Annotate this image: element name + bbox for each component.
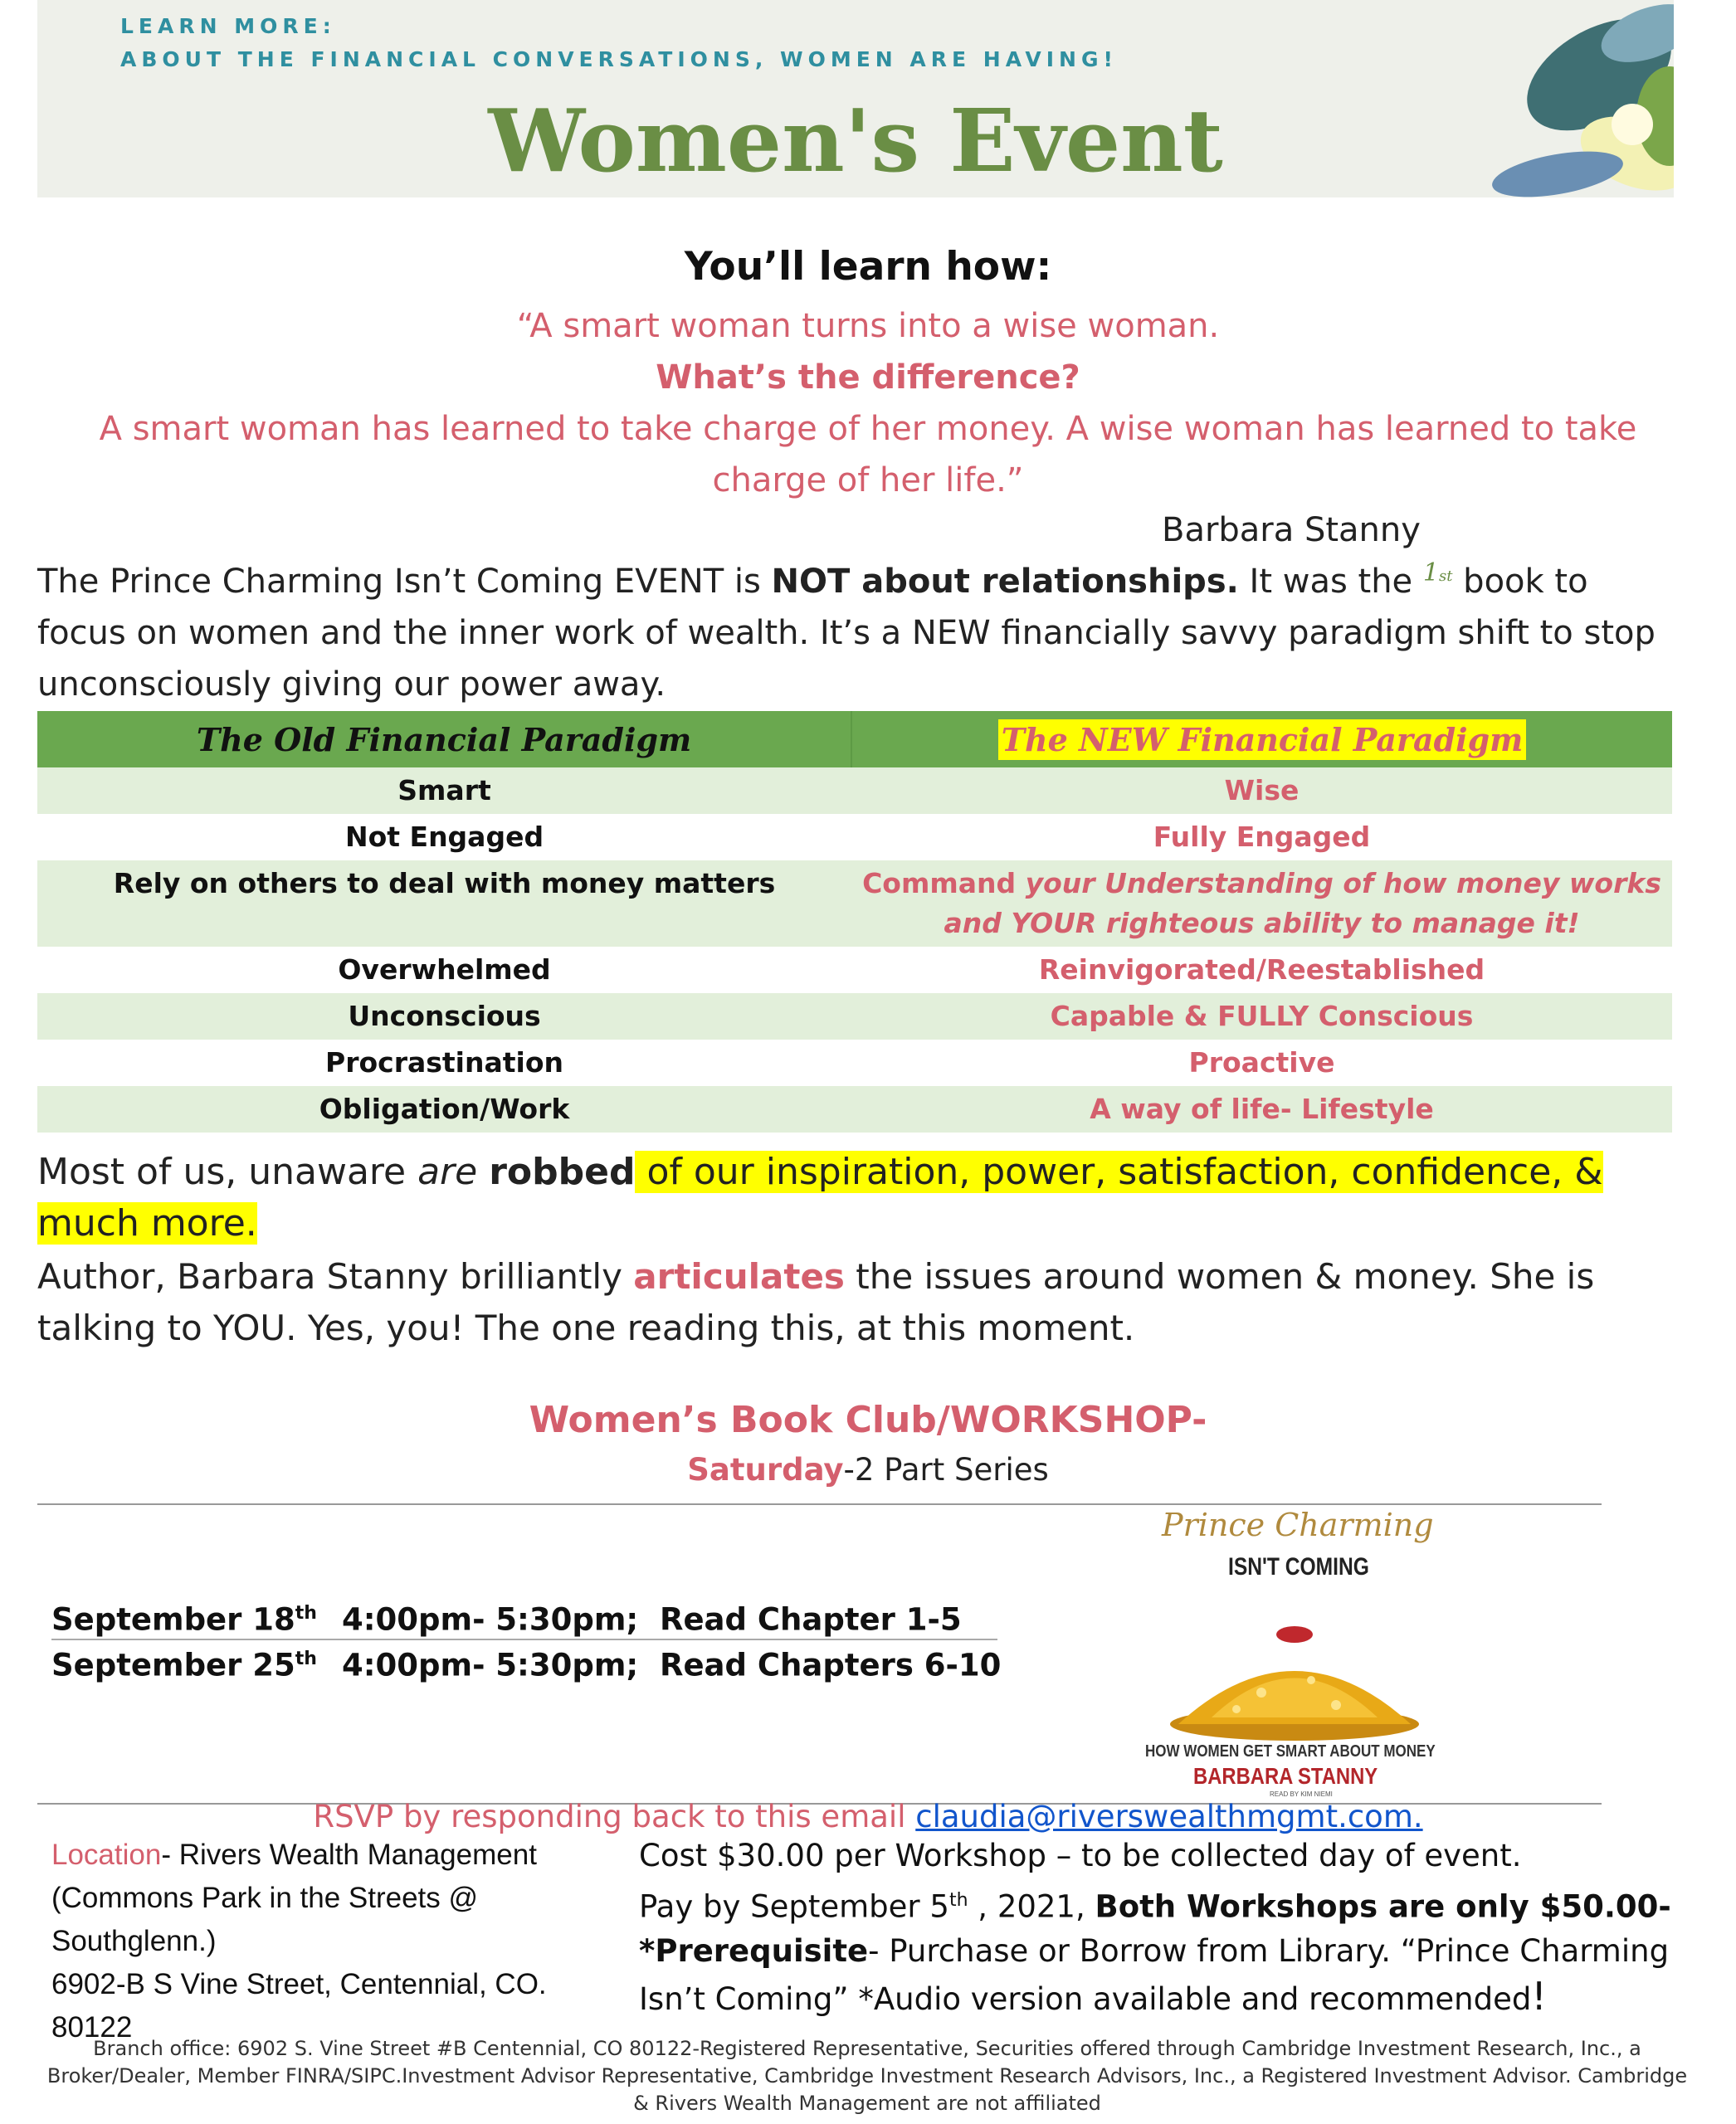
new-cell: Reinvigorated/Reestablished <box>1038 953 1485 986</box>
location-line-2: (Commons Park in the Streets @ <box>51 1882 479 1914</box>
schedule-time: 4:00pm- 5:30pm; <box>342 1601 639 1638</box>
article-text-2: the issues around women & money. She is talking to YOU. Yes, you! The one reading this, at this moment. <box>37 1256 1595 1348</box>
location-line-1 <box>51 1834 624 1877</box>
prerequisite-line <box>639 1929 1718 2022</box>
rsvp-line <box>0 1795 1736 1839</box>
schedule-date-text: September 25 <box>51 1647 295 1683</box>
book-subtitle: ISN'T COMING <box>1228 1553 1369 1581</box>
pay-by-text: Pay by September 5 <box>639 1888 949 1925</box>
book-tagline: HOW WOMEN GET SMART ABOUT MONEY <box>1145 1742 1436 1761</box>
prerequisite-text: - Purchase or Borrow from Library. “Prince Charming Isn’t Coming” *Audio version available and recommended <box>639 1933 1670 2018</box>
new-cell: Capable & FULLY Conscious <box>851 993 1672 1040</box>
table-row <box>37 860 1672 947</box>
quote-line-2: What’s the difference? <box>656 358 1080 397</box>
book-cover <box>1137 1502 1452 1800</box>
schedule-time: 4:00pm- 5:30pm; <box>342 1647 639 1683</box>
new-cell: Proactive <box>1188 1046 1335 1079</box>
schedule-date <box>51 1591 342 1642</box>
new-cell: A way of life- Lifestyle <box>851 1086 1672 1133</box>
table-row <box>37 814 1672 860</box>
schedule-reading: Read Chapters 6-10 <box>659 1647 1002 1683</box>
book-reader: READ BY KIM NIEMI <box>1270 1790 1333 1798</box>
location-text: - Rivers Wealth Management <box>161 1839 537 1871</box>
articulates-paragraph <box>37 1251 1689 1354</box>
schedule-reading: Read Chapter 1-5 <box>659 1601 962 1638</box>
ordinal-marker <box>1423 558 1453 587</box>
old-cell: Overwhelmed <box>338 953 551 986</box>
location-block <box>51 1834 624 2049</box>
pay-by-suffix: th <box>948 1890 968 1911</box>
old-paradigm-header <box>37 711 851 767</box>
event-banner <box>37 0 1674 197</box>
table-row <box>37 947 1672 993</box>
article-text-1: Author, Barbara Stanny brilliantly <box>37 1256 634 1297</box>
schedule-date <box>51 1637 342 1688</box>
book-script-title: Prince Charming <box>1162 1507 1434 1543</box>
kicker-line-2: ABOUT THE FINANCIAL CONVERSATIONS, WOMEN ARE HAVING! <box>120 47 1118 71</box>
prerequisite-label: *Prerequisite <box>639 1933 869 1970</box>
schedule-row-2 <box>51 1637 1001 1688</box>
leaf-decoration-icon <box>1425 0 1674 197</box>
banner-kicker <box>120 10 1118 76</box>
intro-bold: NOT about relationships. <box>771 563 1239 601</box>
old-cell: Smart <box>37 767 851 814</box>
schedule-date-suffix: th <box>295 1603 317 1624</box>
rsvp-text: RSVP by responding back to this email <box>313 1799 916 1834</box>
pay-by-year: , 2021, <box>968 1888 1095 1925</box>
new-paradigm-header <box>851 711 1672 767</box>
new-header-label: The NEW Financial Paradigm <box>998 719 1527 760</box>
book-club-subtitle <box>0 1447 1736 1493</box>
location-line-4: 6902-B S Vine Street, Centennial, CO. 80122 <box>51 1968 547 2044</box>
table-row <box>37 1086 1672 1133</box>
old-cell: Obligation/Work <box>37 1086 851 1133</box>
new-cell: Wise <box>851 767 1672 814</box>
both-workshops-price: Both Workshops are only $50.00- <box>1095 1888 1671 1925</box>
cost-block <box>639 1834 1718 2022</box>
old-cell: Procrastination <box>325 1046 564 1079</box>
ordinal-number: 1 <box>1422 558 1439 587</box>
article-emphasis: articulates <box>633 1256 845 1297</box>
new-cell <box>851 860 1672 947</box>
paradigm-table <box>37 711 1672 1133</box>
exclamation-mark: ! <box>1531 1974 1547 2019</box>
book-club-title: Women’s Book Club/WORKSHOP- <box>529 1399 1207 1441</box>
old-cell: Rely on others to deal with money matters <box>37 860 851 947</box>
disclosure-footer: Branch office: 6902 S. Vine Street #B Centennial, CO 80122-Registered Representative, Securities offered through Cambridge Investment Research, Inc., a Broker/Dealer, Member FINRA/SIPC.Investment Advisor Representative, Cambridge Investment Research Advisors, Inc., a Registered Investment Advisor. Cambridge & Rivers Wealth Management are not affiliated <box>46 2037 1688 2115</box>
intro-text-3: book to focus on women and the inner work of wealth. It’s a NEW financially savvy paradigm shift to stop unconsciously giving our power away. <box>37 563 1656 704</box>
intro-paragraph <box>37 556 1680 710</box>
club-sub-day: Saturday <box>687 1452 844 1488</box>
new-cell-italic: your Understanding of how money works and YOUR righteous ability to manage it! <box>944 867 1661 939</box>
robbed-paragraph <box>37 1147 1680 1250</box>
schedule-date-text: September 18 <box>51 1601 295 1638</box>
table-row <box>37 993 1672 1040</box>
table-header-row <box>37 711 1672 767</box>
kicker-line-1: LEARN MORE: <box>120 14 336 38</box>
old-header-label: The Old Financial Paradigm <box>196 720 692 758</box>
book-author: BARBARA STANNY <box>1193 1763 1378 1789</box>
event-title: Women's Event <box>488 90 1223 192</box>
quote-line-3: A smart woman has learned to take charge of her money. A wise woman has learned to take charge of her life.” <box>99 410 1637 499</box>
intro-text-1: The Prince Charming Isn’t Coming EVENT is <box>37 563 772 601</box>
learn-heading: You’ll learn how: <box>684 244 1052 290</box>
location-label: Location <box>51 1839 162 1871</box>
new-cell-lead: Command <box>862 867 1026 899</box>
robbed-bold: robbed <box>489 1151 636 1193</box>
intro-text-2: It was the <box>1238 563 1423 601</box>
quote-author: Barbara Stanny <box>1162 511 1421 549</box>
robbed-highlight: of our inspiration, power, satisfaction, confidence, & much more. <box>37 1151 1603 1245</box>
table-row <box>37 767 1672 814</box>
quote-line-1: “A smart woman turns into a wise woman. <box>516 307 1220 345</box>
new-cell: Fully Engaged <box>1153 821 1371 853</box>
table-row <box>37 1040 1672 1086</box>
gold-coins-icon <box>1162 1601 1427 1742</box>
pay-by-line <box>639 1878 1718 1929</box>
old-cell: Not Engaged <box>344 821 544 853</box>
rsvp-email-link[interactable]: claudia@riverswealthmgmt.com. <box>915 1799 1423 1834</box>
schedule-row-1 <box>51 1591 962 1642</box>
location-line-3: Southglenn.) <box>51 1925 217 1957</box>
cost-line: Cost $30.00 per Workshop – to be collected day of event. <box>639 1838 1522 1873</box>
robbed-italic: are <box>417 1151 478 1193</box>
old-cell: Unconscious <box>37 993 851 1040</box>
robbed-text-1: Most of us, unaware <box>37 1151 418 1193</box>
ordinal-suffix: st <box>1438 567 1453 585</box>
schedule-date-suffix: th <box>295 1649 317 1669</box>
club-sub-rest: -2 Part Series <box>843 1452 1049 1488</box>
